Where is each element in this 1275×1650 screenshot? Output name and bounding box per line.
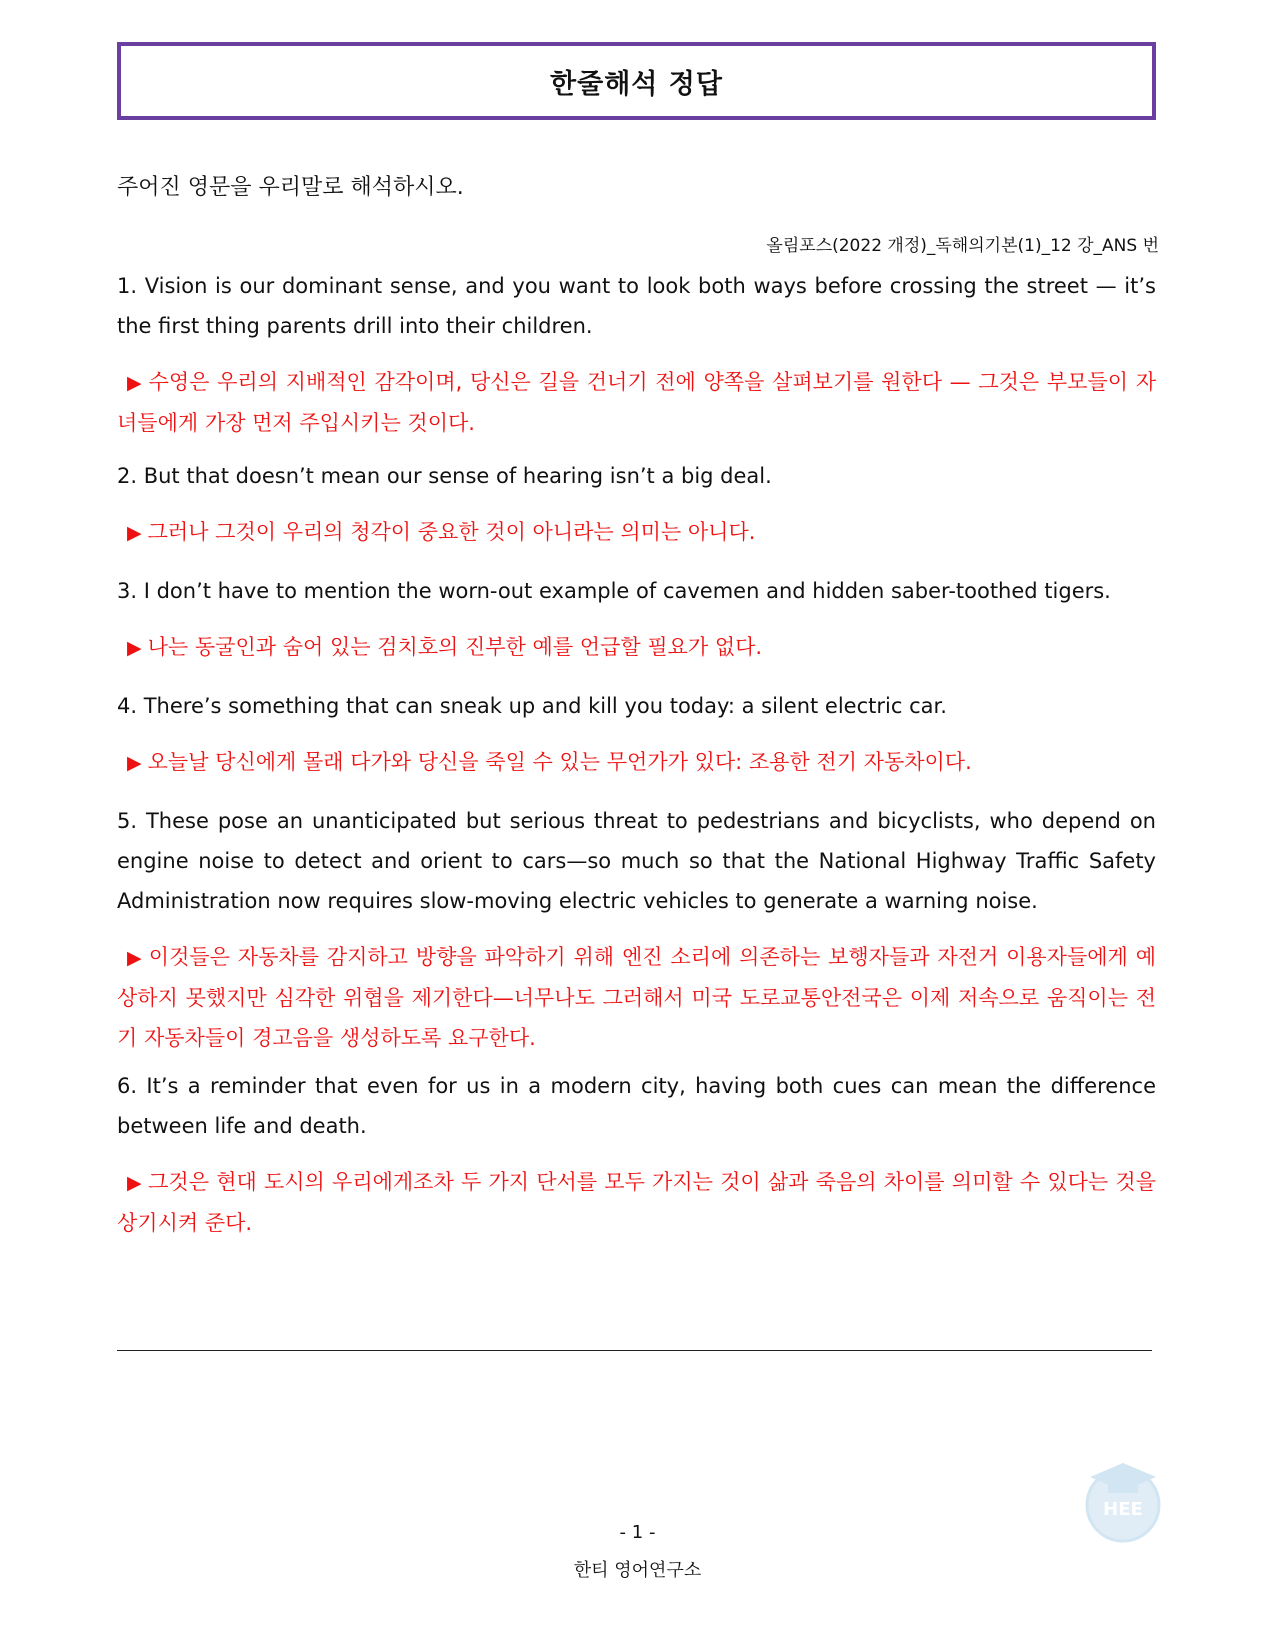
answer-text: 그것은 현대 도시의 우리에게조차 두 가지 단서를 모두 가지는 것이 삶과 죽음의 차이를 의미할 수 있다는 것을 상기시켜 준다. <box>117 1170 1156 1235</box>
page-number: - 1 - <box>619 1522 656 1543</box>
answer-text: 오늘날 당신에게 몰래 다가와 당신을 죽일 수 있는 무언가가 있다: 조용한 전기 자동차이다. <box>147 750 972 774</box>
english-sentence: 2. But that doesn’t mean our sense of hearing isn’t a big deal. <box>117 464 772 488</box>
logo-text: HEE <box>1103 1499 1143 1520</box>
arrow-icon: ▶ <box>127 752 142 774</box>
korean-answer <box>117 512 1156 553</box>
korean-answer <box>117 627 1156 668</box>
korean-answer <box>117 937 1156 1058</box>
answer-text: 나는 동굴인과 숨어 있는 검치호의 진부한 예를 언급할 필요가 없다. <box>147 635 763 659</box>
answer-text: 수영은 우리의 지배적인 감각이며, 당신은 길을 건너기 전에 양쪽을 살펴보기를 원한다 — 그것은 부모들이 자녀들에게 가장 먼저 주입시키는 것이다. <box>117 370 1156 435</box>
arrow-icon: ▶ <box>127 637 142 659</box>
title-box <box>117 42 1156 120</box>
question-block-6 <box>117 1066 1156 1243</box>
question-block-4 <box>117 686 1156 783</box>
korean-answer <box>117 362 1156 443</box>
source-reference: 올림포스(2022 개정)_독해의기본(1)_12 강_ANS 번 <box>766 236 1159 256</box>
question-block-2 <box>117 456 1156 553</box>
divider-line <box>117 1350 1152 1351</box>
korean-answer <box>117 1162 1156 1243</box>
arrow-icon: ▶ <box>127 1172 143 1194</box>
footer-text: 한티 영어연구소 <box>573 1560 702 1581</box>
answer-text: 그러나 그것이 우리의 청각이 중요한 것이 아니라는 의미는 아니다. <box>147 520 756 544</box>
english-sentence: 3. I don’t have to mention the worn-out example of cavemen and hidden saber-toothed tigers. <box>117 579 1111 603</box>
english-sentence: 5. These pose an unanticipated but serious threat to pedestrians and bicyclists, who depend on engine noise to detect and orient to cars—so much so that the National Highway Traffic Safety Administration now requires slow-moving electric vehicles to generate a warning noise. <box>117 809 1156 913</box>
page-title: 한줄해석 정답 <box>550 68 723 100</box>
question-block-5 <box>117 801 1156 1058</box>
instruction-text: 주어진 영문을 우리말로 해석하시오. <box>117 175 464 200</box>
arrow-icon: ▶ <box>127 372 143 394</box>
answer-text: 이것들은 자동차를 감지하고 방향을 파악하기 위해 엔진 소리에 의존하는 보행자들과 자전거 이용자들에게 예상하지 못했지만 심각한 위협을 제기한다—너무나도 그러해서 미국 도로교통안전국은 이제 저속으로 움직이는 전기 자동차들이 경고음을 생성하도록 요구한다. <box>117 945 1156 1050</box>
question-block-3 <box>117 571 1156 668</box>
arrow-icon: ▶ <box>127 947 143 969</box>
question-block-1 <box>117 266 1156 443</box>
english-sentence: 6. It’s a reminder that even for us in a modern city, having both cues can mean the difference between life and death. <box>117 1074 1156 1138</box>
korean-answer <box>117 742 1156 783</box>
arrow-icon: ▶ <box>127 522 142 544</box>
english-sentence: 4. There’s something that can sneak up and kill you today: a silent electric car. <box>117 694 947 718</box>
english-sentence: 1. Vision is our dominant sense, and you want to look both ways before crossing the street — it’s the first thing parents drill into their children. <box>117 274 1156 338</box>
